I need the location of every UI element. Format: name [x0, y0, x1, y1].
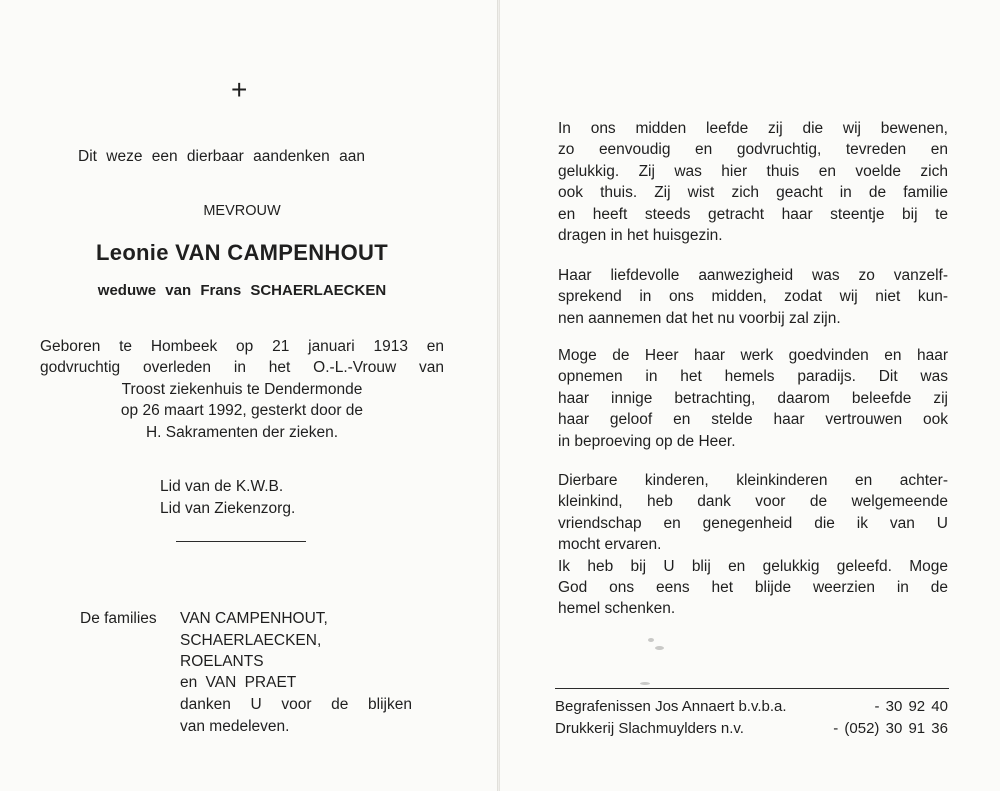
- paragraph-4: [558, 470, 948, 620]
- membership-2: Lid van Ziekenzorg.: [160, 500, 296, 517]
- family-1: VAN CAMPENHOUT,: [180, 610, 328, 627]
- birth-line-3: Troost ziekenhuis te Dendermonde: [121, 380, 363, 398]
- p4-line-6: God ons eens het blijde weerzien in de: [558, 579, 948, 597]
- p3-line-3: haar innige betrachting, daarom beleefde zij: [558, 389, 948, 407]
- undertaker-name: Begrafenissen Jos Annaert b.v.b.a.: [555, 698, 787, 715]
- p4-line-3: vriendschap en genegenheid die ik van U: [558, 514, 948, 532]
- honorific: MEVROUW: [203, 203, 281, 219]
- p4-line-5: Ik heb bij U blij en gelukkig geleefd. Moge: [558, 557, 948, 575]
- paragraph-2: [558, 265, 948, 329]
- birth-line-5: H. Sakramenten der zieken.: [145, 423, 339, 441]
- p4-line-7: hemel schenken.: [558, 600, 676, 618]
- divider-line: [176, 541, 306, 542]
- p1-line-2: zo eenvoudig en godvruchtig, tevreden en: [558, 141, 948, 159]
- paragraph-3: [558, 345, 948, 452]
- paper-speck: [648, 638, 654, 642]
- birth-line-1: Geboren te Hombeek op 21 januari 1913 en: [40, 338, 444, 355]
- families-prefix: De families: [80, 610, 157, 627]
- p1-line-1: In ons midden leefde zij die wij bewenen,: [558, 120, 948, 137]
- birth-line-4: op 26 maart 1992, gesterkt door de: [120, 402, 364, 420]
- family-2: SCHAERLAECKEN,: [180, 632, 322, 649]
- p3-line-4: haar geloof en stelde haar vertrouwen ook: [558, 411, 948, 429]
- p4-line-2: kleinkind, heb dank voor de welgemeende: [558, 493, 948, 511]
- right-page: [500, 0, 1000, 791]
- paper-speck: [655, 646, 664, 650]
- p3-line-2: opnemen in het hemels paradijs. Dit was: [558, 368, 948, 386]
- family-4: en VAN PRAET: [180, 674, 297, 691]
- p4-line-1: Dierbare kinderen, kleinkinderen en achter-: [558, 472, 948, 489]
- p2-line-1: Haar liefdevolle aanwezigheid was zo vanzelf-: [558, 267, 948, 284]
- birth-death-block: [40, 336, 444, 443]
- printer-name: Drukkerij Slachmuylders n.v.: [555, 720, 744, 737]
- paragraph-1: [558, 118, 948, 246]
- credits-divider: [555, 688, 949, 689]
- p3-line-5: in beproeving op de Heer.: [558, 432, 736, 450]
- left-page: [0, 0, 497, 791]
- printer-phone: - (052) 30 91 36: [833, 720, 948, 737]
- p1-line-5: en heeft steeds getracht haar steentje bij te: [558, 205, 948, 223]
- thanks-line-2: van medeleven.: [180, 718, 290, 735]
- widow-line: weduwe van Frans SCHAERLAECKEN: [97, 282, 387, 299]
- membership-1: Lid van de K.W.B.: [160, 478, 284, 495]
- birth-line-2: godvruchtig overleden in het O.-L.-Vrouw van: [40, 359, 444, 377]
- intro-line: Dit weze een dierbaar aandenken aan: [78, 148, 365, 165]
- thanks-line: danken U voor de blijken: [180, 696, 412, 713]
- p1-line-6: dragen in het huisgezin.: [558, 227, 723, 245]
- p2-line-2: sprekend in ons midden, zodat wij niet kun-: [558, 288, 948, 306]
- undertaker-phone: - 30 92 40: [874, 698, 948, 715]
- paper-speck: [640, 682, 650, 685]
- family-3: ROELANTS: [180, 653, 264, 670]
- deceased-name: Leonie VAN CAMPENHOUT: [96, 240, 388, 265]
- p4-line-4: mocht ervaren.: [558, 536, 662, 554]
- p2-line-3: nen aannemen dat het nu voorbij zal zijn.: [558, 309, 841, 327]
- p1-line-3: gelukkig. Zij was hier thuis en voelde zich: [558, 162, 948, 180]
- p3-line-1: Moge de Heer haar werk goedvinden en haar: [558, 347, 948, 364]
- p1-line-4: ook thuis. Zij wist zich geacht in de familie: [558, 184, 948, 202]
- cross-icon: +: [231, 74, 248, 105]
